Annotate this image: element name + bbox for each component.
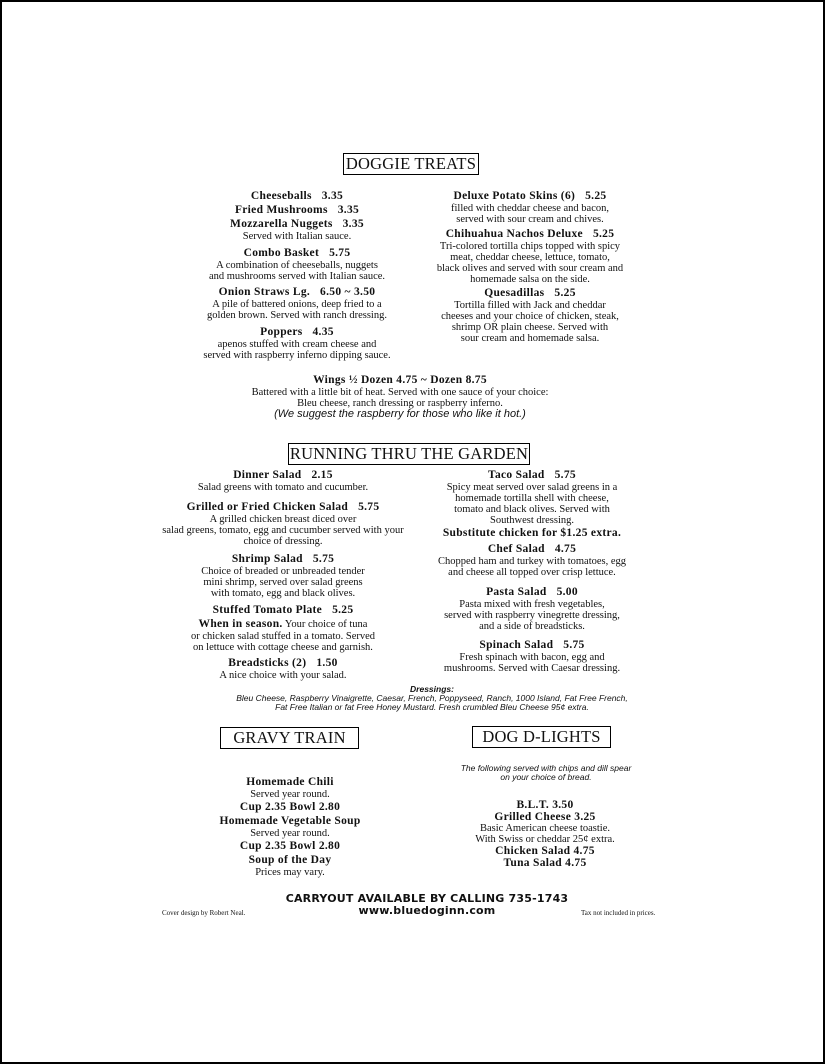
menu-line: Served year round. (250, 789, 330, 800)
item-name: Deluxe Potato Skins (6) (453, 190, 576, 202)
menu-line: Cup 2.35 Bowl 2.80 (239, 840, 341, 852)
menu-line: Served year round. (250, 828, 330, 839)
item-description-text: A pile of battered onions, deep fried to a (212, 299, 382, 310)
dlights-items (475, 799, 615, 869)
item-description-text: Your choice of tuna (282, 619, 368, 630)
item-description (441, 333, 619, 344)
item-description (444, 621, 620, 632)
item-price: 5.25 (585, 190, 607, 202)
item-price: 5.75 (563, 639, 585, 651)
item-name: Poppers (260, 326, 303, 338)
item-description-text: Spicy meat served over salad greens in a (446, 482, 618, 493)
carryout-text: CARRYOUT AVAILABLE BY CALLING 735-1743 (285, 892, 569, 905)
item-name: Shrimp Salad (231, 553, 303, 565)
item-description-text: served with sour cream and chives. (456, 214, 604, 225)
item-name: Fried Mushrooms (234, 204, 328, 216)
menu-item (251, 189, 343, 203)
item-name: Pasta Salad (486, 586, 547, 598)
item-price: 3.35 (342, 218, 364, 230)
item-description-text: salad greens, tomato, egg and cucumber served with your (162, 525, 404, 536)
item-price: 4.35 (312, 326, 334, 338)
item-description (441, 311, 619, 322)
item-title (437, 227, 623, 241)
item-title (207, 285, 387, 299)
item-title: Wings ½ Dozen 4.75 ~ Dozen 8.75 (313, 374, 487, 386)
item-description-text: Served with Italian sauce. (242, 231, 352, 242)
menu-item (209, 246, 385, 282)
tax-note: Tax not included in prices. (581, 909, 656, 917)
item-description (437, 274, 623, 285)
item-description (201, 566, 365, 577)
item-title (230, 217, 364, 231)
item-price: 2.15 (311, 469, 333, 481)
item-name: Cheeseballs (250, 190, 312, 202)
item-description (441, 322, 619, 333)
item-note: When in season. (198, 618, 283, 630)
item-title (198, 468, 368, 482)
item-description (162, 525, 403, 536)
menu-item (444, 585, 620, 632)
menu-line: Grilled Cheese 3.25 (494, 811, 596, 823)
section-header: DOG D-LIGHTS (472, 726, 611, 748)
item-description (191, 617, 375, 631)
menu-line: Cup 2.35 Bowl 2.80 (239, 801, 341, 813)
item-name: Mozzarella Nuggets (230, 218, 333, 230)
item-description-text: golden brown. Served with ranch dressing. (207, 310, 387, 321)
item-price: 5.25 (332, 604, 354, 616)
item-extra: Substitute chicken for $1.25 extra. (442, 527, 622, 539)
item-description (443, 515, 621, 526)
section-header: GRAVY TRAIN (220, 727, 359, 749)
item-description (437, 241, 623, 252)
menu-line: Homemade Chili (246, 776, 334, 788)
item-description-text: black olives and served with sour cream and (436, 263, 624, 274)
menu-line: Basic American cheese toastie. (479, 823, 611, 834)
website: www.bluedoginn.com (358, 904, 496, 917)
item-description (209, 271, 385, 282)
item-description-text: homemade tortilla shell with cheese, (455, 493, 609, 504)
item-description (203, 350, 390, 361)
item-description-text: and a side of breadsticks. (479, 621, 585, 632)
item-description-text: Salad greens with tomato and cucumber. (197, 482, 369, 493)
item-price: 5.75 (358, 501, 380, 513)
item-description-text: Tortilla filled with Jack and cheddar (454, 300, 606, 311)
item-description-text: homemade salsa on the side. (470, 274, 590, 285)
menu-line: Tuna Salad 4.75 (503, 857, 587, 869)
item-title (441, 286, 619, 300)
menu-line: Prices may vary. (255, 867, 325, 878)
section-header: DOGGIE TREATS (343, 153, 479, 175)
item-description (162, 536, 403, 547)
note-line: on your choice of bread. (500, 772, 592, 782)
item-price: 6.50 ~ 3.50 (320, 286, 376, 298)
item-description: Battered with a little bit of heat. Served with one sauce of your choice: (251, 387, 549, 398)
menu-item (438, 542, 626, 578)
item-description-text: choice of dressing. (243, 536, 323, 547)
menu-line: B.L.T. 3.50 (516, 799, 574, 811)
menu-item (201, 552, 365, 599)
item-name: Onion Straws Lg. (218, 286, 311, 298)
item-name: Combo Basket (243, 247, 320, 259)
item-description (191, 642, 375, 653)
item-price: 5.75 (329, 247, 351, 259)
item-name: Grilled or Fried Chicken Salad (186, 501, 349, 513)
item-description-text: on lettuce with cottage cheese and garnish. (193, 642, 373, 653)
item-title (203, 325, 390, 339)
item-description (203, 339, 390, 350)
item-title (444, 585, 620, 599)
item-price: 5.00 (556, 586, 578, 598)
item-description (198, 482, 368, 493)
item-description-text: Southwest dressing. (490, 515, 574, 526)
dressings-label: Dressings: (410, 684, 454, 694)
item-title (209, 246, 385, 260)
menu-item (198, 468, 368, 493)
item-title (443, 468, 621, 482)
item-description (451, 203, 609, 214)
dressings-list: Fat Free Italian or fat Free Honey Mustard. Fresh crumbled Bleu Cheese 95¢ extra. (275, 702, 589, 712)
item-description (191, 631, 375, 642)
item-price: 1.50 (316, 657, 338, 669)
menu-item (219, 656, 346, 681)
item-description (219, 670, 346, 681)
item-description (443, 504, 621, 515)
item-description-text: meat, cheddar cheese, lettuce, tomato, (450, 252, 610, 263)
item-title (235, 203, 359, 217)
item-description (230, 231, 364, 242)
item-name: Spinach Salad (479, 639, 554, 651)
item-name: Taco Salad (488, 469, 545, 481)
item-title (251, 189, 343, 203)
item-name: Breadsticks (2) (228, 657, 307, 669)
dlights-note (461, 764, 632, 782)
item-description-text: A nice choice with your salad. (219, 670, 347, 681)
cover-credit: Cover design by Robert Neal. (162, 909, 246, 917)
dressings-list: Bleu Cheese, Raspberry Vinaigrette, Caesar, French, Poppyseed, Ranch, 1000 Island, Fat Free French, (236, 693, 628, 703)
menu-item (451, 189, 609, 225)
item-description (201, 577, 365, 588)
item-note: (We suggest the raspberry for those who like it hot.) (274, 408, 526, 420)
item-description (437, 252, 623, 263)
item-title (438, 542, 626, 556)
item-name: Chef Salad (487, 543, 545, 555)
item-price: 4.75 (554, 543, 577, 555)
menu-line: Homemade Vegetable Soup (219, 815, 361, 827)
item-description (209, 260, 385, 271)
menu-line: With Swiss or cheddar 25¢ extra. (475, 834, 615, 845)
item-description (207, 299, 387, 310)
item-price: 5.25 (554, 287, 576, 299)
item-description (444, 610, 620, 621)
item-description-text: sour cream and homemade salsa. (460, 333, 600, 344)
item-price: 5.25 (592, 228, 615, 240)
menu-item (203, 325, 390, 361)
item-description-text: served with raspberry vinegrette dressing, (444, 610, 620, 621)
item-description (444, 652, 620, 663)
item-description (443, 493, 621, 504)
item-description (443, 482, 621, 493)
item-description-text: shrimp OR plain cheese. Served with (451, 322, 609, 333)
item-description-text: mushrooms. Served with Caesar dressing. (443, 663, 621, 674)
item-title (191, 603, 375, 617)
item-description-text: filled with cheddar cheese and bacon, (450, 203, 610, 214)
item-description-text: tomato and black olives. Served with (454, 504, 610, 515)
item-description: Bleu cheese, ranch dressing or raspberry inferno. (297, 398, 503, 409)
menu-item (207, 285, 387, 321)
item-description-text: A grilled chicken breast diced over (209, 514, 357, 525)
item-description-text: Choice of breaded or unbreaded tender (201, 566, 365, 577)
menu-item (191, 603, 375, 653)
dressings (236, 685, 628, 712)
footer (286, 893, 569, 917)
item-title (451, 189, 609, 203)
item-price: 3.35 (321, 190, 344, 202)
menu-item (162, 500, 403, 547)
item-description (444, 599, 620, 610)
item-description (437, 263, 623, 274)
item-description-text: with tomato, egg and black olives. (210, 588, 356, 599)
item-description-text: Tri-colored tortilla chips topped with spicy (439, 241, 621, 252)
item-description-text: and cheese all topped over crisp lettuce. (448, 567, 616, 578)
note-line: The following served with chips and dill spear (460, 763, 632, 773)
item-description-text: Pasta mixed with fresh vegetables, (459, 599, 605, 610)
menu-item (235, 203, 359, 217)
item-title (201, 552, 365, 566)
item-name: Chihuahua Nachos Deluxe (445, 228, 583, 240)
item-description-text: mini shrimp, served over salad greens (203, 577, 363, 588)
item-price: 5.75 (312, 553, 335, 565)
item-description (451, 214, 609, 225)
item-name: Quesadillas (484, 287, 545, 299)
item-name: Stuffed Tomato Plate (212, 604, 323, 616)
item-name: Dinner Salad (233, 469, 302, 481)
gravy-train-items (219, 775, 360, 878)
menu-item-wings (252, 373, 549, 420)
item-price: 3.35 (337, 204, 360, 216)
item-description (444, 663, 620, 674)
item-description-text: and mushrooms served with Italian sauce. (208, 271, 386, 282)
menu-item (441, 286, 619, 344)
item-description-text: cheeses and your choice of chicken, steak, (441, 311, 619, 322)
menu-item (437, 227, 623, 285)
item-description-text: served with raspberry inferno dipping sauce. (203, 350, 391, 361)
item-description (441, 300, 619, 311)
menu-line: Chicken Salad 4.75 (495, 845, 595, 857)
item-description-text: or chicken salad stuffed in a tomato. Served (190, 631, 376, 642)
menu-item (230, 217, 364, 242)
item-description (201, 588, 365, 599)
section-header: RUNNING THRU THE GARDEN (289, 444, 529, 463)
item-description (438, 556, 626, 567)
item-description (207, 310, 387, 321)
menu-item (444, 638, 620, 674)
item-title (162, 500, 403, 514)
menu-item (443, 468, 621, 540)
item-title (444, 638, 620, 652)
item-description-text: Fresh spinach with bacon, egg and (459, 652, 605, 663)
menu-line: Soup of the Day (248, 854, 332, 866)
item-description (438, 567, 626, 578)
item-description (162, 514, 403, 525)
item-description-text: apenos stuffed with cream cheese and (217, 339, 377, 350)
item-description-text: A combination of cheeseballs, nuggets (216, 260, 378, 271)
item-title (219, 656, 346, 670)
item-description-text: Chopped ham and turkey with tomatoes, egg (437, 556, 627, 567)
item-price: 5.75 (554, 469, 576, 481)
